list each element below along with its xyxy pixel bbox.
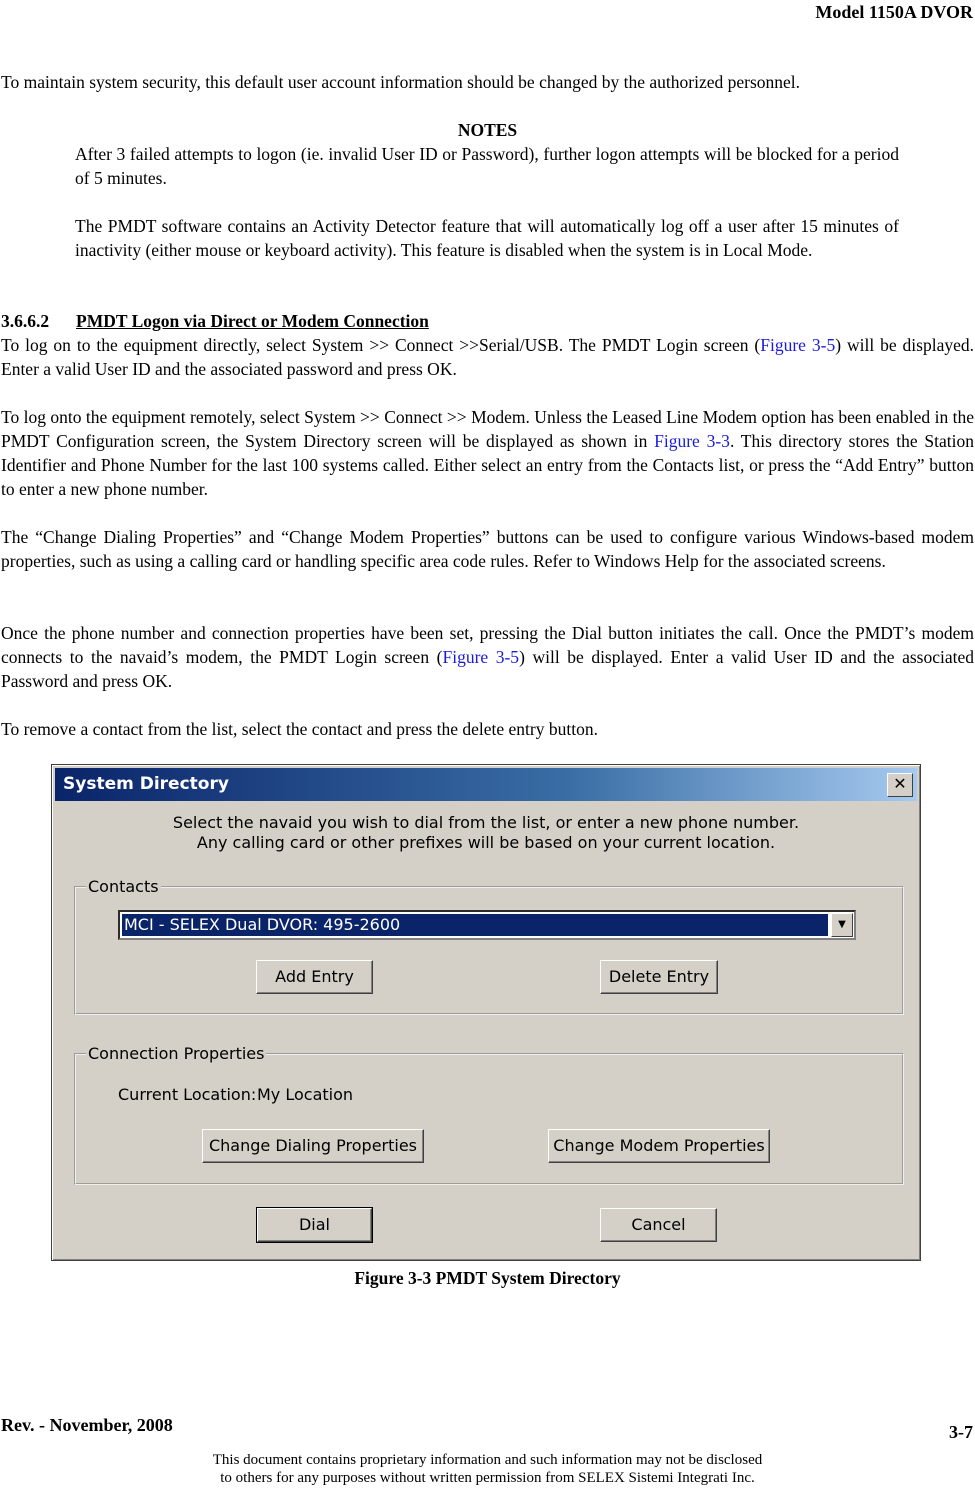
note-failed-attempts: After 3 failed attempts to logon (ie. invalid User ID or Password), further logon attempts will be blocked for a period of 5 minutes. [75, 144, 899, 188]
paragraph-properties-buttons: The “Change Dialing Properties” and “Change Modem Properties” buttons can be used to configure various Windows-based modem properties, such as using a calling card or handling specific area code rules. Refer to Windows Help for the associated screens. [1, 527, 974, 571]
dialog-instructions: Select the navaid you wish to dial from the list, or enter a new phone number. Any calling card or other prefixes will be based on your current location. [172, 813, 800, 852]
paragraph-dial: Once the phone number and connection properties have been set, pressing the Dial button initiates the call. Once the PMDT’s modem connects to the navaid’s modem, the PMDT Login screen (Figure 3-5) will be displayed. Enter a valid User ID and the associated Password and press OK. [1, 623, 974, 691]
chevron-down-icon[interactable]: ▼ [831, 913, 853, 937]
contacts-legend: Contacts [88, 877, 159, 896]
close-icon[interactable]: ✕ [887, 773, 913, 797]
paragraph-remote-logon: To log onto the equipment remotely, select System >> Connect >> Modem. Unless the Leased Line Modem option has been enabled in the PMDT Configuration screen, the System Directory screen will be displayed as shown in Figure 3-3. This directory stores the Station Identifier and Phone Number for the last 100 systems called. Either select an entry from the Contacts list, or press the “Add Entry” button to enter a new phone number. [1, 407, 974, 499]
dialog-title: System Directory [63, 774, 229, 794]
figure-3-5-link[interactable]: Figure 3-5 [760, 335, 836, 355]
paragraph-direct-logon: To log on to the equipment directly, select System >> Connect >>Serial/USB. The PMDT Login screen (Figure 3-5) will be displayed. Enter a valid User ID and the associated password and press OK. [1, 335, 974, 379]
revision-date: Rev. - November, 2008 [1, 1415, 173, 1435]
figure-3-3-link[interactable]: Figure 3-3 [654, 431, 730, 451]
contacts-select[interactable] [118, 910, 856, 940]
section-number: 3.6.6.2 [1, 311, 50, 331]
intro-paragraph: To maintain system security, this default user account information should be changed by the authorized personnel. [1, 72, 801, 92]
notes-title: NOTES [457, 120, 518, 140]
delete-entry-button[interactable]: Delete Entry [600, 960, 718, 994]
document-header-model: Model 1150A DVOR [815, 2, 973, 22]
system-directory-dialog [51, 764, 921, 1261]
proprietary-notice: This document contains proprietary information and such information may not be disclosed to others for any purposes without written permission from SELEX Sistemi Integrati Inc. [212, 1452, 763, 1486]
selected-contact: MCI - SELEX Dual DVOR: 495-2600 [122, 914, 828, 936]
connection-properties-group [74, 1042, 904, 1185]
add-entry-button[interactable]: Add Entry [256, 960, 373, 994]
dialog-titlebar [55, 768, 917, 801]
change-modem-properties-button[interactable]: Change Modem Properties [548, 1129, 770, 1163]
note-activity-detector: The PMDT software contains an Activity Detector feature that will automatically log off a user after 15 minutes of inactivity (either mouse or keyboard activity). This feature is disabled when the system is in Local Mode. [75, 216, 899, 260]
section-heading [1, 309, 429, 333]
page-number: 3-7 [949, 1422, 973, 1442]
change-dialing-properties-button[interactable]: Change Dialing Properties [202, 1129, 424, 1163]
paragraph-remove-contact: To remove a contact from the list, select the contact and press the delete entry button. [1, 719, 598, 739]
section-title: PMDT Logon via Direct or Modem Connection [76, 311, 429, 331]
figure-caption: Figure 3-3 PMDT System Directory [354, 1268, 621, 1288]
connection-properties-legend: Connection Properties [88, 1044, 265, 1063]
current-location-value: My Location [257, 1085, 354, 1104]
cancel-button[interactable]: Cancel [600, 1208, 717, 1242]
contacts-group [74, 875, 904, 1015]
dial-button[interactable]: Dial [257, 1208, 372, 1242]
figure-3-5-link[interactable]: Figure 3-5 [442, 647, 520, 667]
current-location-label: Current Location: [118, 1085, 257, 1104]
